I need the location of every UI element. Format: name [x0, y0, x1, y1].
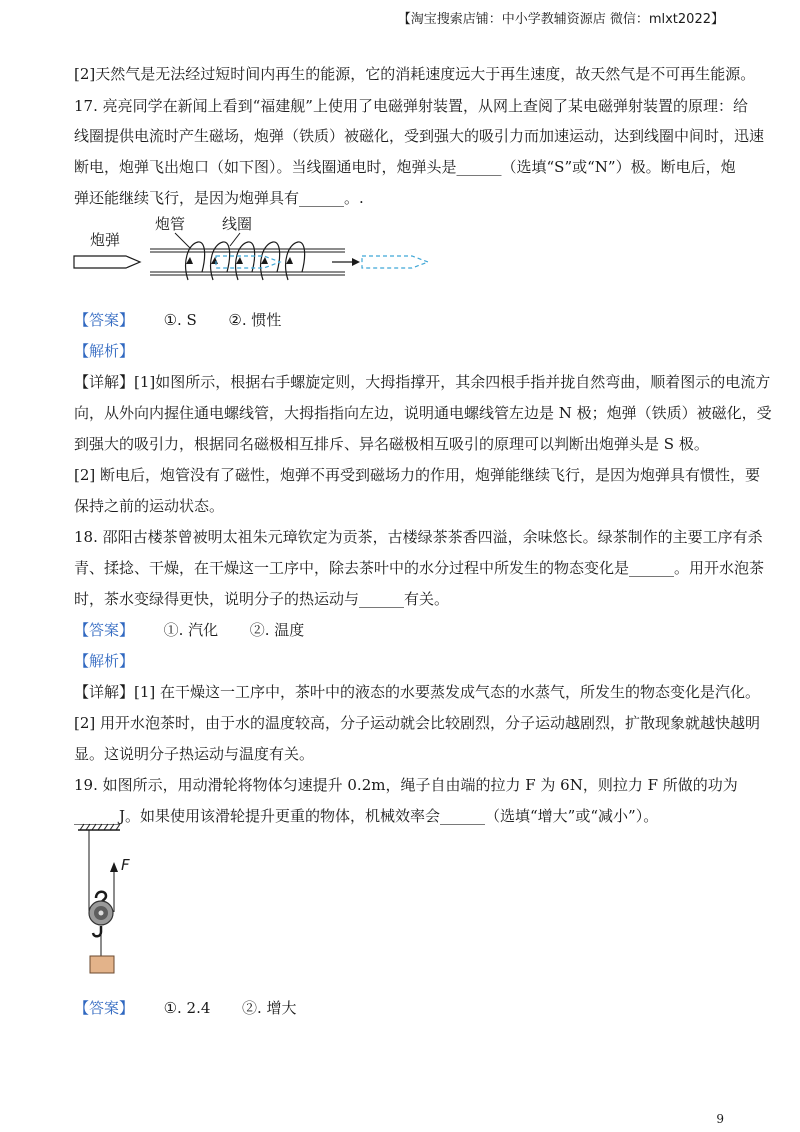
- answer-19-2: ②. 增大: [241, 999, 297, 1017]
- answer-tag: 【答案】: [74, 999, 135, 1017]
- detail-17-line-2: 向，从外向内握住通电螺线管，大拇指指向左边，说明通电螺线管左边是 N 极；炮弹（铁质）被磁化，受: [74, 404, 772, 422]
- detail-17-line-5: 保持之前的运动状态。: [74, 497, 225, 515]
- analysis-tag-17: 【解析】: [74, 342, 135, 360]
- tube-label: 炮管: [155, 215, 186, 233]
- analysis-tag-18: 【解析】: [74, 652, 135, 670]
- question-18-line-1: 18. 邵阳古楼茶曾被明太祖朱元璋钦定为贡茶，古楼绿茶茶香四溢，余味悠长。绿茶制作的主要工序有杀: [74, 528, 763, 546]
- answer-19: [74, 998, 297, 1018]
- shell-inside-dashed: [216, 256, 280, 268]
- question-17-line-4: 弹还能继续飞行，是因为炮弹具有______。.: [74, 189, 364, 207]
- shell: [74, 256, 140, 268]
- detail-17-line-1: 【详解】[1]如图所示，根据右手螺旋定则，大拇指撑开，其余四根手指并拢自然弯曲，顺着图示的电流方: [74, 373, 771, 391]
- detail-18-line-3: 显。这说明分子热运动与温度有关。: [74, 745, 315, 763]
- answer-17-1: ①. S: [163, 311, 197, 329]
- question-18-line-2: 青、揉捻、干燥，在干燥这一工序中，除去茶叶中的水分过程中所发生的物态变化是______。用开水泡茶: [74, 559, 765, 577]
- tube-pointer: [175, 233, 190, 248]
- shell-label: 炮弹: [90, 231, 121, 249]
- answer-tag: 【答案】: [74, 311, 135, 329]
- detail-17-line-4: [2] 断电后，炮管没有了磁性，炮弹不再受到磁场力的作用，炮弹能继续飞行，是因为炮弹具有惯性，要: [74, 466, 761, 484]
- pulley-diagram: [70, 820, 160, 980]
- question-17-line-3: 断电，炮弹飞出炮口（如下图）。当线圈通电时，炮弹头是______（选填“S”或“N”）极。断电后，炮: [74, 158, 736, 176]
- detail-17-line-3: 到强大的吸引力，根据同名磁极相互排斥、异名磁极相互吸引的原理可以判断出炮弹头是 S 极。: [74, 435, 709, 453]
- current-arrows: [186, 257, 293, 264]
- answer-17: [74, 310, 281, 330]
- answer-18: [74, 620, 304, 640]
- question-19-line-1: 19. 如图所示，用动滑轮将物体匀速提升 0.2m，绳子自由端的拉力 F 为 6N，则拉力 F 所做的功为: [74, 776, 738, 794]
- force-label: F: [121, 856, 130, 874]
- bottom-hook: [93, 926, 101, 936]
- coil-pointer: [230, 233, 240, 246]
- page-header: 【淘宝搜索店铺：中小学教辅资源店 微信：mlxt2022】: [397, 12, 724, 27]
- detail-18-line-1: 【详解】[1] 在干燥这一工序中，茶叶中的液态的水要蒸发成气态的水蒸气，所发生的物态变化是汽化。: [74, 683, 761, 701]
- launcher-diagram: [70, 212, 440, 287]
- answer-19-1: ①. 2.4: [163, 999, 211, 1017]
- question-19-line-2: ______J。如果使用该滑轮提升更重的物体，机械效率会______（选填“增大”或“减小”）。: [74, 807, 659, 825]
- answer-18-1: ①. 汽化: [163, 621, 219, 639]
- force-arrow: [110, 862, 118, 872]
- answer-17-2: ②. 惯性: [228, 311, 282, 329]
- question-18-line-3: 时，茶水变绿得更快，说明分子的热运动与______有关。: [74, 590, 450, 608]
- answer-18-2: ②. 温度: [249, 621, 305, 639]
- coil-label: 线圈: [222, 215, 253, 233]
- answer-tag: 【答案】: [74, 621, 135, 639]
- question-17-line-1: 17. 亮亮同学在新闻上看到“福建舰”上使用了电磁弹射装置，从网上查阅了某电磁弹射装置的原理：给: [74, 97, 748, 115]
- shell-outside-dashed: [362, 256, 428, 268]
- coil: [186, 242, 305, 280]
- question-17-line-2: 线圈提供电流时产生磁场，炮弹（铁质）被磁化，受到强大的吸引力而加速运动，达到线圈中间时，迅速: [74, 127, 765, 145]
- text-line: [2]天然气是无法经过短时间内再生的能源，它的消耗速度远大于再生速度，故天然气是不可再生能源。: [74, 65, 756, 83]
- detail-18-line-2: [2] 用开水泡茶时，由于水的温度较高，分子运动就会比较剧烈，分子运动越剧烈，扩散现象就越快越明: [74, 714, 761, 732]
- page-number: 9: [716, 1112, 724, 1126]
- load-block: [90, 956, 114, 973]
